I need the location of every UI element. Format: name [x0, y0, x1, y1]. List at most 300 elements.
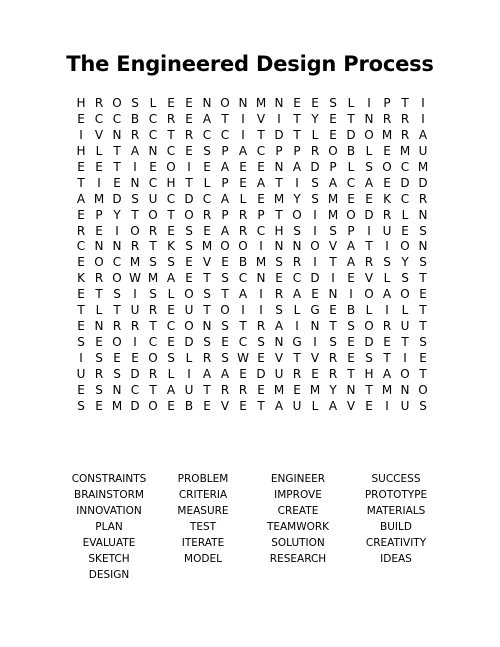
grid-letter[interactable]: O: [184, 207, 194, 222]
grid-letter[interactable]: O: [94, 255, 104, 270]
grid-letter[interactable]: E: [383, 175, 391, 190]
grid-letter[interactable]: E: [95, 335, 103, 350]
grid-letter[interactable]: S: [419, 335, 427, 350]
grid-letter[interactable]: D: [310, 271, 320, 286]
grid-letter[interactable]: E: [311, 96, 319, 110]
grid-letter[interactable]: L: [95, 303, 103, 318]
grid-letter[interactable]: N: [400, 382, 410, 397]
grid-letter[interactable]: E: [257, 159, 265, 174]
grid-letter[interactable]: H: [166, 175, 176, 190]
grid-letter[interactable]: N: [274, 159, 284, 174]
grid-letter[interactable]: T: [275, 175, 283, 190]
grid-letter[interactable]: U: [292, 398, 302, 413]
grid-letter[interactable]: T: [95, 287, 103, 302]
grid-letter[interactable]: S: [365, 159, 373, 174]
grid-letter[interactable]: U: [184, 382, 194, 397]
grid-letter[interactable]: S: [131, 96, 139, 110]
grid-letter[interactable]: C: [112, 111, 122, 126]
grid-letter[interactable]: L: [239, 191, 247, 206]
grid-letter[interactable]: O: [364, 127, 374, 142]
grid-letter[interactable]: D: [130, 366, 140, 381]
grid-letter[interactable]: K: [77, 271, 85, 286]
grid-letter[interactable]: O: [310, 239, 320, 254]
grid-letter[interactable]: R: [364, 255, 374, 270]
grid-letter[interactable]: O: [220, 239, 230, 254]
grid-letter[interactable]: C: [148, 127, 158, 142]
grid-letter[interactable]: L: [95, 143, 103, 158]
grid-letter[interactable]: C: [202, 191, 212, 206]
grid-letter[interactable]: A: [220, 159, 230, 174]
grid-letter[interactable]: E: [329, 127, 337, 142]
grid-letter[interactable]: E: [329, 111, 337, 126]
grid-letter[interactable]: A: [346, 255, 356, 270]
grid-letter[interactable]: E: [203, 223, 211, 238]
grid-letter[interactable]: R: [400, 111, 410, 126]
grid-letter[interactable]: C: [346, 175, 356, 190]
grid-letter[interactable]: A: [256, 175, 266, 190]
grid-letter[interactable]: E: [239, 398, 247, 413]
grid-letter[interactable]: O: [130, 223, 140, 238]
grid-letter[interactable]: T: [113, 303, 121, 318]
grid-letter[interactable]: T: [113, 159, 121, 174]
grid-letter[interactable]: D: [130, 398, 140, 413]
grid-letter[interactable]: N: [112, 382, 122, 397]
grid-letter[interactable]: I: [241, 111, 245, 126]
grid-letter[interactable]: T: [329, 319, 337, 334]
grid-letter[interactable]: I: [187, 159, 191, 174]
grid-letter[interactable]: V: [220, 398, 230, 413]
grid-letter[interactable]: M: [201, 239, 213, 254]
grid-letter[interactable]: I: [421, 96, 425, 110]
grid-letter[interactable]: T: [401, 96, 409, 110]
grid-letter[interactable]: S: [329, 223, 337, 238]
grid-letter[interactable]: E: [77, 207, 85, 222]
grid-letter[interactable]: R: [382, 207, 392, 222]
grid-letter[interactable]: T: [167, 207, 175, 222]
grid-letter[interactable]: S: [275, 303, 283, 318]
grid-letter[interactable]: I: [133, 159, 137, 174]
grid-letter[interactable]: I: [277, 111, 281, 126]
grid-letter[interactable]: S: [311, 191, 319, 206]
grid-letter[interactable]: I: [313, 255, 317, 270]
grid-letter[interactable]: E: [347, 191, 355, 206]
grid-letter[interactable]: B: [346, 303, 356, 318]
grid-letter[interactable]: E: [203, 159, 211, 174]
grid-letter[interactable]: E: [167, 303, 175, 318]
grid-letter[interactable]: T: [77, 303, 85, 318]
grid-letter[interactable]: E: [347, 271, 355, 286]
grid-letter[interactable]: C: [148, 111, 158, 126]
grid-letter[interactable]: U: [418, 143, 428, 158]
grid-letter[interactable]: O: [400, 366, 410, 381]
grid-letter[interactable]: E: [311, 366, 319, 381]
grid-letter[interactable]: O: [238, 239, 248, 254]
grid-letter[interactable]: A: [274, 398, 284, 413]
grid-letter[interactable]: T: [203, 271, 211, 286]
grid-letter[interactable]: V: [310, 351, 320, 365]
grid-letter[interactable]: R: [238, 223, 248, 238]
grid-letter[interactable]: R: [238, 207, 248, 222]
grid-letter[interactable]: A: [202, 366, 212, 381]
grid-letter[interactable]: O: [148, 398, 158, 413]
grid-letter[interactable]: E: [383, 143, 391, 158]
grid-letter[interactable]: T: [347, 366, 355, 381]
grid-letter[interactable]: V: [328, 239, 338, 254]
grid-letter[interactable]: L: [383, 271, 391, 286]
grid-letter[interactable]: T: [257, 127, 265, 142]
grid-letter[interactable]: I: [295, 175, 299, 190]
grid-letter[interactable]: U: [274, 366, 284, 381]
grid-letter[interactable]: M: [93, 191, 105, 206]
grid-letter[interactable]: M: [381, 382, 393, 397]
grid-letter[interactable]: A: [292, 159, 302, 174]
grid-letter[interactable]: R: [382, 319, 392, 334]
grid-letter[interactable]: E: [167, 335, 175, 350]
grid-letter[interactable]: D: [112, 191, 122, 206]
grid-letter[interactable]: T: [365, 239, 373, 254]
grid-letter[interactable]: Y: [293, 191, 301, 206]
grid-letter[interactable]: S: [77, 398, 85, 413]
grid-letter[interactable]: A: [76, 191, 86, 206]
grid-letter[interactable]: P: [221, 175, 229, 190]
grid-letter[interactable]: I: [367, 223, 371, 238]
grid-letter[interactable]: N: [328, 287, 338, 302]
grid-letter[interactable]: A: [364, 175, 374, 190]
grid-letter[interactable]: T: [347, 111, 355, 126]
grid-letter[interactable]: E: [167, 398, 175, 413]
grid-letter[interactable]: C: [166, 191, 176, 206]
grid-letter[interactable]: E: [365, 398, 373, 413]
grid-letter[interactable]: S: [167, 351, 175, 365]
grid-letter[interactable]: E: [149, 159, 157, 174]
grid-letter[interactable]: N: [202, 96, 212, 110]
grid-letter[interactable]: S: [419, 255, 427, 270]
grid-letter[interactable]: D: [364, 207, 374, 222]
grid-letter[interactable]: M: [273, 382, 285, 397]
grid-letter[interactable]: P: [293, 143, 301, 158]
grid-letter[interactable]: V: [94, 127, 104, 142]
grid-letter[interactable]: S: [275, 255, 283, 270]
grid-letter[interactable]: A: [238, 143, 248, 158]
grid-letter[interactable]: S: [203, 143, 211, 158]
grid-letter[interactable]: W: [237, 351, 249, 365]
grid-letter[interactable]: E: [77, 255, 85, 270]
grid-letter[interactable]: R: [130, 239, 140, 254]
grid-letter[interactable]: B: [238, 255, 248, 270]
grid-letter[interactable]: O: [184, 287, 194, 302]
grid-letter[interactable]: S: [401, 271, 409, 286]
grid-letter[interactable]: R: [94, 96, 104, 110]
grid-letter[interactable]: E: [185, 255, 193, 270]
grid-letter[interactable]: V: [364, 271, 374, 286]
grid-letter[interactable]: N: [274, 239, 284, 254]
grid-letter[interactable]: E: [329, 303, 337, 318]
grid-letter[interactable]: T: [419, 319, 427, 334]
grid-letter[interactable]: E: [347, 351, 355, 365]
grid-letter[interactable]: O: [220, 96, 230, 110]
grid-letter[interactable]: U: [400, 319, 410, 334]
grid-letter[interactable]: T: [77, 175, 85, 190]
grid-letter[interactable]: N: [256, 271, 266, 286]
grid-letter[interactable]: E: [185, 111, 193, 126]
grid-letter[interactable]: C: [220, 127, 230, 142]
grid-letter[interactable]: N: [94, 319, 104, 334]
grid-letter[interactable]: E: [311, 287, 319, 302]
grid-letter[interactable]: D: [346, 127, 356, 142]
grid-letter[interactable]: R: [76, 223, 86, 238]
grid-letter[interactable]: V: [256, 111, 266, 126]
grid-letter[interactable]: H: [76, 143, 86, 158]
grid-letter[interactable]: E: [77, 287, 85, 302]
grid-letter[interactable]: E: [113, 351, 121, 365]
grid-letter[interactable]: E: [293, 382, 301, 397]
grid-letter[interactable]: S: [419, 223, 427, 238]
grid-letter[interactable]: S: [383, 255, 391, 270]
grid-letter[interactable]: S: [419, 398, 427, 413]
grid-letter[interactable]: I: [259, 287, 263, 302]
grid-letter[interactable]: E: [113, 175, 121, 190]
grid-letter[interactable]: R: [166, 111, 176, 126]
grid-letter[interactable]: T: [203, 382, 211, 397]
grid-letter[interactable]: E: [239, 366, 247, 381]
grid-letter[interactable]: P: [221, 207, 229, 222]
grid-letter[interactable]: E: [77, 159, 85, 174]
grid-letter[interactable]: M: [309, 382, 321, 397]
grid-letter[interactable]: I: [97, 175, 101, 190]
grid-letter[interactable]: T: [239, 319, 247, 334]
grid-letter[interactable]: E: [365, 191, 373, 206]
grid-letter[interactable]: O: [112, 335, 122, 350]
grid-letter[interactable]: H: [76, 96, 86, 110]
grid-letter[interactable]: T: [293, 111, 301, 126]
grid-letter[interactable]: E: [239, 175, 247, 190]
grid-letter[interactable]: M: [399, 143, 411, 158]
grid-letter[interactable]: O: [364, 287, 374, 302]
grid-letter[interactable]: L: [311, 127, 319, 142]
grid-letter[interactable]: O: [166, 159, 176, 174]
grid-letter[interactable]: M: [129, 255, 141, 270]
grid-letter[interactable]: D: [418, 175, 428, 190]
grid-letter[interactable]: L: [365, 143, 373, 158]
grid-letter[interactable]: N: [418, 239, 428, 254]
grid-letter[interactable]: S: [95, 382, 103, 397]
grid-letter[interactable]: I: [295, 319, 299, 334]
grid-letter[interactable]: N: [94, 239, 104, 254]
grid-letter[interactable]: A: [202, 111, 212, 126]
grid-letter[interactable]: E: [77, 111, 85, 126]
grid-letter[interactable]: A: [220, 191, 230, 206]
grid-letter[interactable]: N: [346, 382, 356, 397]
grid-letter[interactable]: E: [95, 398, 103, 413]
grid-letter[interactable]: T: [257, 398, 265, 413]
grid-letter[interactable]: L: [167, 366, 175, 381]
grid-letter[interactable]: C: [148, 335, 158, 350]
grid-letter[interactable]: A: [418, 127, 428, 142]
grid-letter[interactable]: E: [95, 159, 103, 174]
grid-letter[interactable]: W: [129, 271, 141, 286]
grid-letter[interactable]: T: [185, 175, 193, 190]
grid-letter[interactable]: N: [292, 239, 302, 254]
grid-letter[interactable]: T: [203, 303, 211, 318]
grid-letter[interactable]: A: [130, 143, 140, 158]
grid-letter[interactable]: C: [76, 239, 86, 254]
grid-letter[interactable]: C: [292, 271, 302, 286]
grid-letter[interactable]: L: [311, 398, 319, 413]
grid-letter[interactable]: T: [113, 143, 121, 158]
grid-letter[interactable]: I: [259, 239, 263, 254]
grid-letter[interactable]: R: [202, 207, 212, 222]
grid-letter[interactable]: O: [364, 319, 374, 334]
grid-letter[interactable]: U: [400, 398, 410, 413]
grid-letter[interactable]: D: [400, 175, 410, 190]
grid-letter[interactable]: R: [382, 111, 392, 126]
grid-letter[interactable]: I: [331, 271, 335, 286]
grid-letter[interactable]: S: [221, 271, 229, 286]
grid-letter[interactable]: T: [419, 366, 427, 381]
grid-letter[interactable]: P: [95, 207, 103, 222]
grid-letter[interactable]: A: [382, 366, 392, 381]
grid-letter[interactable]: R: [274, 287, 284, 302]
grid-letter[interactable]: S: [113, 287, 121, 302]
grid-letter[interactable]: Y: [311, 111, 319, 126]
grid-letter[interactable]: S: [185, 239, 193, 254]
grid-letter[interactable]: A: [382, 287, 392, 302]
grid-letter[interactable]: E: [203, 398, 211, 413]
grid-letter[interactable]: R: [328, 366, 338, 381]
grid-letter[interactable]: O: [418, 382, 428, 397]
grid-letter[interactable]: O: [328, 143, 338, 158]
grid-letter[interactable]: H: [364, 366, 374, 381]
grid-letter[interactable]: E: [131, 351, 139, 365]
grid-letter[interactable]: R: [130, 127, 140, 142]
grid-letter[interactable]: T: [149, 382, 157, 397]
grid-letter[interactable]: N: [202, 319, 212, 334]
grid-letter[interactable]: C: [238, 271, 248, 286]
grid-letter[interactable]: T: [149, 319, 157, 334]
grid-letter[interactable]: N: [364, 111, 374, 126]
grid-letter[interactable]: L: [347, 96, 355, 110]
grid-letter[interactable]: Y: [401, 255, 409, 270]
grid-letter[interactable]: U: [76, 366, 86, 381]
grid-letter[interactable]: N: [274, 335, 284, 350]
grid-letter[interactable]: S: [329, 96, 337, 110]
grid-letter[interactable]: R: [148, 366, 158, 381]
grid-letter[interactable]: C: [148, 175, 158, 190]
grid-letter[interactable]: P: [221, 143, 229, 158]
grid-letter[interactable]: E: [257, 351, 265, 365]
grid-letter[interactable]: T: [329, 255, 337, 270]
grid-letter[interactable]: L: [401, 207, 409, 222]
grid-letter[interactable]: T: [419, 271, 427, 286]
grid-letter[interactable]: E: [185, 271, 193, 286]
grid-letter[interactable]: O: [220, 303, 230, 318]
grid-letter[interactable]: R: [94, 366, 104, 381]
grid-letter[interactable]: A: [238, 287, 248, 302]
grid-letter[interactable]: O: [292, 207, 302, 222]
grid-letter[interactable]: O: [382, 159, 392, 174]
grid-letter[interactable]: I: [133, 335, 137, 350]
grid-letter[interactable]: D: [184, 191, 194, 206]
grid-letter[interactable]: I: [79, 127, 83, 142]
grid-letter[interactable]: P: [275, 143, 283, 158]
grid-letter[interactable]: T: [275, 207, 283, 222]
grid-letter[interactable]: R: [238, 382, 248, 397]
grid-letter[interactable]: L: [365, 303, 373, 318]
grid-letter[interactable]: I: [115, 223, 119, 238]
grid-letter[interactable]: R: [130, 319, 140, 334]
grid-letter[interactable]: N: [418, 207, 428, 222]
grid-letter[interactable]: R: [148, 303, 158, 318]
grid-letter[interactable]: S: [221, 319, 229, 334]
grid-letter[interactable]: L: [293, 303, 301, 318]
grid-letter[interactable]: E: [401, 223, 409, 238]
grid-letter[interactable]: R: [292, 366, 302, 381]
grid-letter[interactable]: M: [381, 127, 393, 142]
grid-letter[interactable]: D: [184, 335, 194, 350]
grid-letter[interactable]: E: [419, 351, 427, 365]
grid-letter[interactable]: I: [241, 303, 245, 318]
grid-letter[interactable]: E: [257, 191, 265, 206]
grid-letter[interactable]: E: [221, 335, 229, 350]
grid-letter[interactable]: R: [400, 127, 410, 142]
grid-letter[interactable]: S: [203, 287, 211, 302]
grid-letter[interactable]: G: [310, 303, 320, 318]
grid-letter[interactable]: D: [274, 127, 284, 142]
grid-letter[interactable]: I: [349, 287, 353, 302]
grid-letter[interactable]: R: [220, 382, 230, 397]
grid-letter[interactable]: A: [292, 287, 302, 302]
grid-letter[interactable]: A: [328, 398, 338, 413]
grid-letter[interactable]: T: [383, 351, 391, 365]
grid-letter[interactable]: A: [346, 239, 356, 254]
grid-letter[interactable]: V: [202, 255, 212, 270]
grid-letter[interactable]: N: [238, 96, 248, 110]
grid-letter[interactable]: T: [221, 111, 229, 126]
grid-letter[interactable]: I: [241, 127, 245, 142]
grid-letter[interactable]: P: [383, 96, 391, 110]
grid-letter[interactable]: U: [184, 303, 194, 318]
grid-letter[interactable]: O: [184, 319, 194, 334]
grid-letter[interactable]: L: [167, 287, 175, 302]
grid-letter[interactable]: O: [148, 351, 158, 365]
grid-letter[interactable]: N: [310, 319, 320, 334]
grid-letter[interactable]: T: [131, 207, 139, 222]
grid-letter[interactable]: C: [166, 319, 176, 334]
grid-letter[interactable]: N: [130, 175, 140, 190]
grid-letter[interactable]: I: [385, 303, 389, 318]
grid-letter[interactable]: P: [257, 207, 265, 222]
grid-letter[interactable]: S: [185, 223, 193, 238]
grid-letter[interactable]: L: [185, 351, 193, 365]
grid-letter[interactable]: T: [365, 382, 373, 397]
grid-letter[interactable]: E: [185, 96, 193, 110]
grid-letter[interactable]: I: [367, 96, 371, 110]
grid-letter[interactable]: N: [112, 239, 122, 254]
grid-letter[interactable]: N: [112, 127, 122, 142]
grid-letter[interactable]: C: [256, 223, 266, 238]
grid-letter[interactable]: C: [256, 143, 266, 158]
grid-letter[interactable]: I: [385, 239, 389, 254]
grid-letter[interactable]: U: [382, 223, 392, 238]
grid-letter[interactable]: B: [130, 111, 140, 126]
grid-letter[interactable]: S: [113, 366, 121, 381]
grid-letter[interactable]: R: [256, 319, 266, 334]
grid-letter[interactable]: E: [347, 335, 355, 350]
grid-letter[interactable]: V: [274, 351, 284, 365]
grid-letter[interactable]: E: [239, 159, 247, 174]
grid-letter[interactable]: E: [383, 335, 391, 350]
grid-letter[interactable]: C: [400, 191, 410, 206]
